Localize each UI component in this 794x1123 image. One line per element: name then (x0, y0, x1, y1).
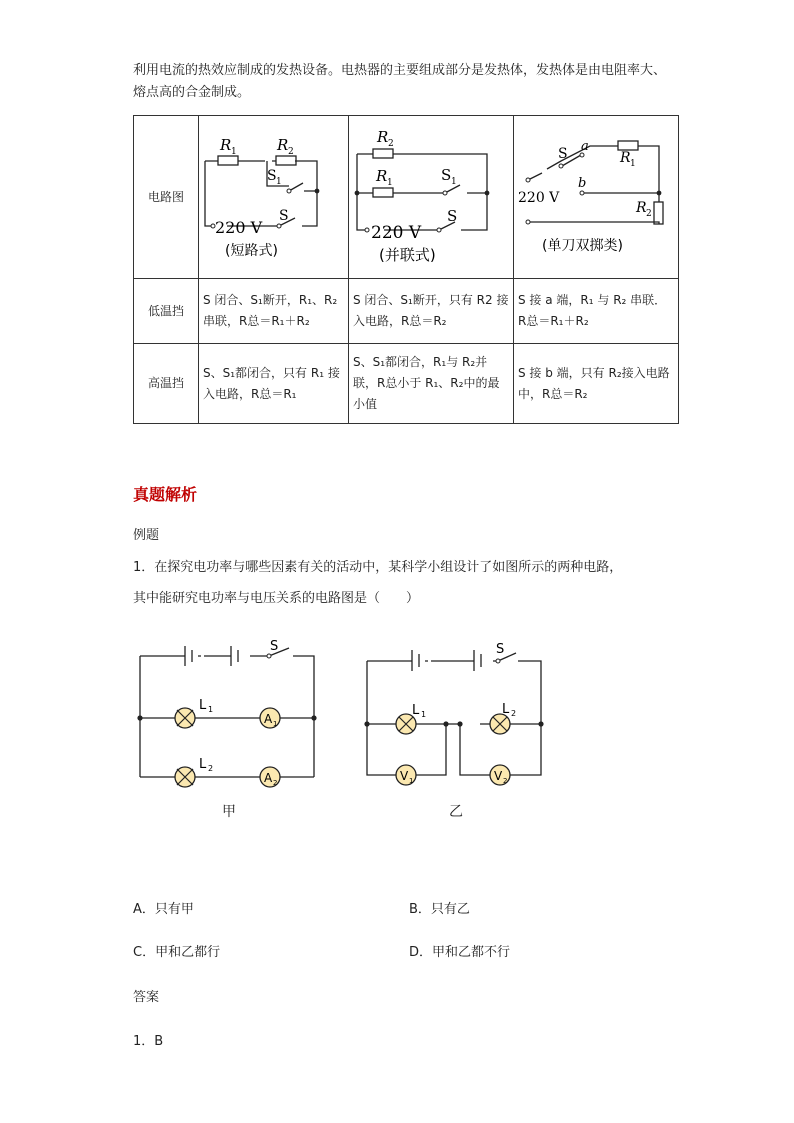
answer-label: 答案 (133, 990, 160, 1005)
option-d[interactable]: D．甲和乙都不行 (409, 945, 511, 960)
example-label: 例题 (133, 528, 160, 543)
label-s1-sub: 1 (276, 177, 282, 187)
label-s: S (279, 208, 289, 224)
label-s: S (447, 207, 458, 225)
label-r1-sub: 1 (231, 147, 237, 157)
heater-circuit-table (133, 115, 679, 424)
option-a[interactable]: A．只有甲 (133, 902, 194, 917)
row-header-diagram: 电路图 (134, 116, 199, 279)
label-r2: R (277, 136, 289, 154)
section-title: 真题解析 (133, 485, 198, 504)
label-ammeter-2-sub: 2 (273, 779, 278, 787)
row-header-low: 低温挡 (134, 279, 199, 344)
answer-text: 1．B (133, 1034, 164, 1049)
caption-short: (短路式) (225, 243, 278, 259)
label-l1-sub: 1 (421, 710, 427, 719)
label-l2: L (199, 757, 207, 772)
label-r2-sub: 2 (388, 139, 394, 149)
caption-yi: 乙 (449, 804, 463, 820)
caption-spdt: (单刀双掷类) (542, 238, 623, 254)
label-voltmeter-2: V (494, 769, 503, 783)
row-header-high: 高温挡 (134, 344, 199, 424)
high-short-cell: S、S₁都闭合，只有 R₁ 接入电路，R总＝R₁ (199, 344, 349, 424)
low-parallel-cell: S 闭合、S₁断开，只有 R2 接入电路，R总＝R₂ (349, 279, 514, 344)
question-line-1: 1．在探究电功率与哪些因素有关的活动中，某科学小组设计了如图所示的两种电路， (133, 560, 623, 575)
label-voltage: 220 V (215, 218, 263, 237)
label-b: b (578, 176, 587, 191)
label-r1-sub: 1 (630, 159, 636, 169)
low-short-cell: S 闭合、S₁断开，R₁、R₂ 串联，R总＝R₁＋R₂ (199, 279, 349, 344)
label-r2: R (377, 128, 389, 146)
label-voltmeter-1: V (400, 769, 409, 783)
option-c[interactable]: C．甲和乙都行 (133, 945, 221, 960)
label-l2-sub: 2 (511, 709, 517, 718)
label-r1-sub: 1 (387, 178, 393, 188)
label-switch: S (270, 639, 279, 654)
label-switch: S (496, 642, 505, 657)
label-s1: S (441, 166, 452, 184)
label-l1-sub: 1 (208, 705, 214, 714)
caption-jia: 甲 (222, 804, 236, 820)
circuit-jia (133, 628, 323, 803)
label-s1: S (267, 168, 277, 184)
label-r1: R (620, 150, 631, 166)
label-r1: R (376, 167, 388, 185)
label-l1: L (412, 703, 420, 718)
label-voltage: 220 V (371, 223, 422, 243)
low-spdt-cell: S 接 a 端，R₁ 与 R₂ 串联．R总＝R₁＋R₂ (514, 279, 679, 344)
label-s1-sub: 1 (451, 177, 457, 187)
label-voltmeter-2-sub: 2 (503, 777, 508, 785)
label-l2: L (502, 702, 510, 717)
label-voltmeter-1-sub: 1 (409, 777, 414, 785)
caption-parallel: (并联式) (379, 246, 436, 264)
table-row-diagram (134, 116, 679, 279)
label-ammeter-2: A (264, 771, 273, 785)
label-r1: R (220, 136, 232, 154)
short-circuit-diagram (199, 116, 349, 278)
label-ammeter-1: A (264, 712, 273, 726)
diagram-parallel (349, 116, 514, 279)
option-b[interactable]: B．只有乙 (409, 902, 470, 917)
table-row-high (134, 344, 679, 424)
question-line-2: 其中能研究电功率与电压关系的电路图是（ ） (133, 591, 420, 606)
label-s: S (558, 146, 568, 162)
intro-paragraph: 利用电流的热效应制成的发热设备。电热器的主要组成部分是发热体，发热体是由电阻率大、熔点高的合金制成。 (133, 63, 667, 100)
label-r2: R (636, 200, 647, 216)
circuit-yi (360, 628, 550, 803)
high-parallel-cell: S、S₁都闭合，R₁与 R₂并联，R总小于 R₁、R₂中的最小值 (349, 344, 514, 424)
high-spdt-cell: S 接 b 端，只有 R₂接入电路中，R总＝R₂ (514, 344, 679, 424)
diagram-short-circuit (199, 116, 349, 279)
label-l1: L (199, 698, 207, 713)
label-a: a (581, 139, 589, 154)
spdt-diagram (514, 116, 679, 278)
label-voltage: 220 V (518, 190, 560, 206)
label-r2-sub: 2 (646, 209, 652, 219)
parallel-diagram (349, 116, 514, 278)
label-l2-sub: 2 (208, 764, 214, 773)
label-ammeter-1-sub: 1 (273, 720, 278, 728)
diagram-spdt (514, 116, 679, 279)
table-row-low (134, 279, 679, 344)
label-r2-sub: 2 (288, 147, 294, 157)
